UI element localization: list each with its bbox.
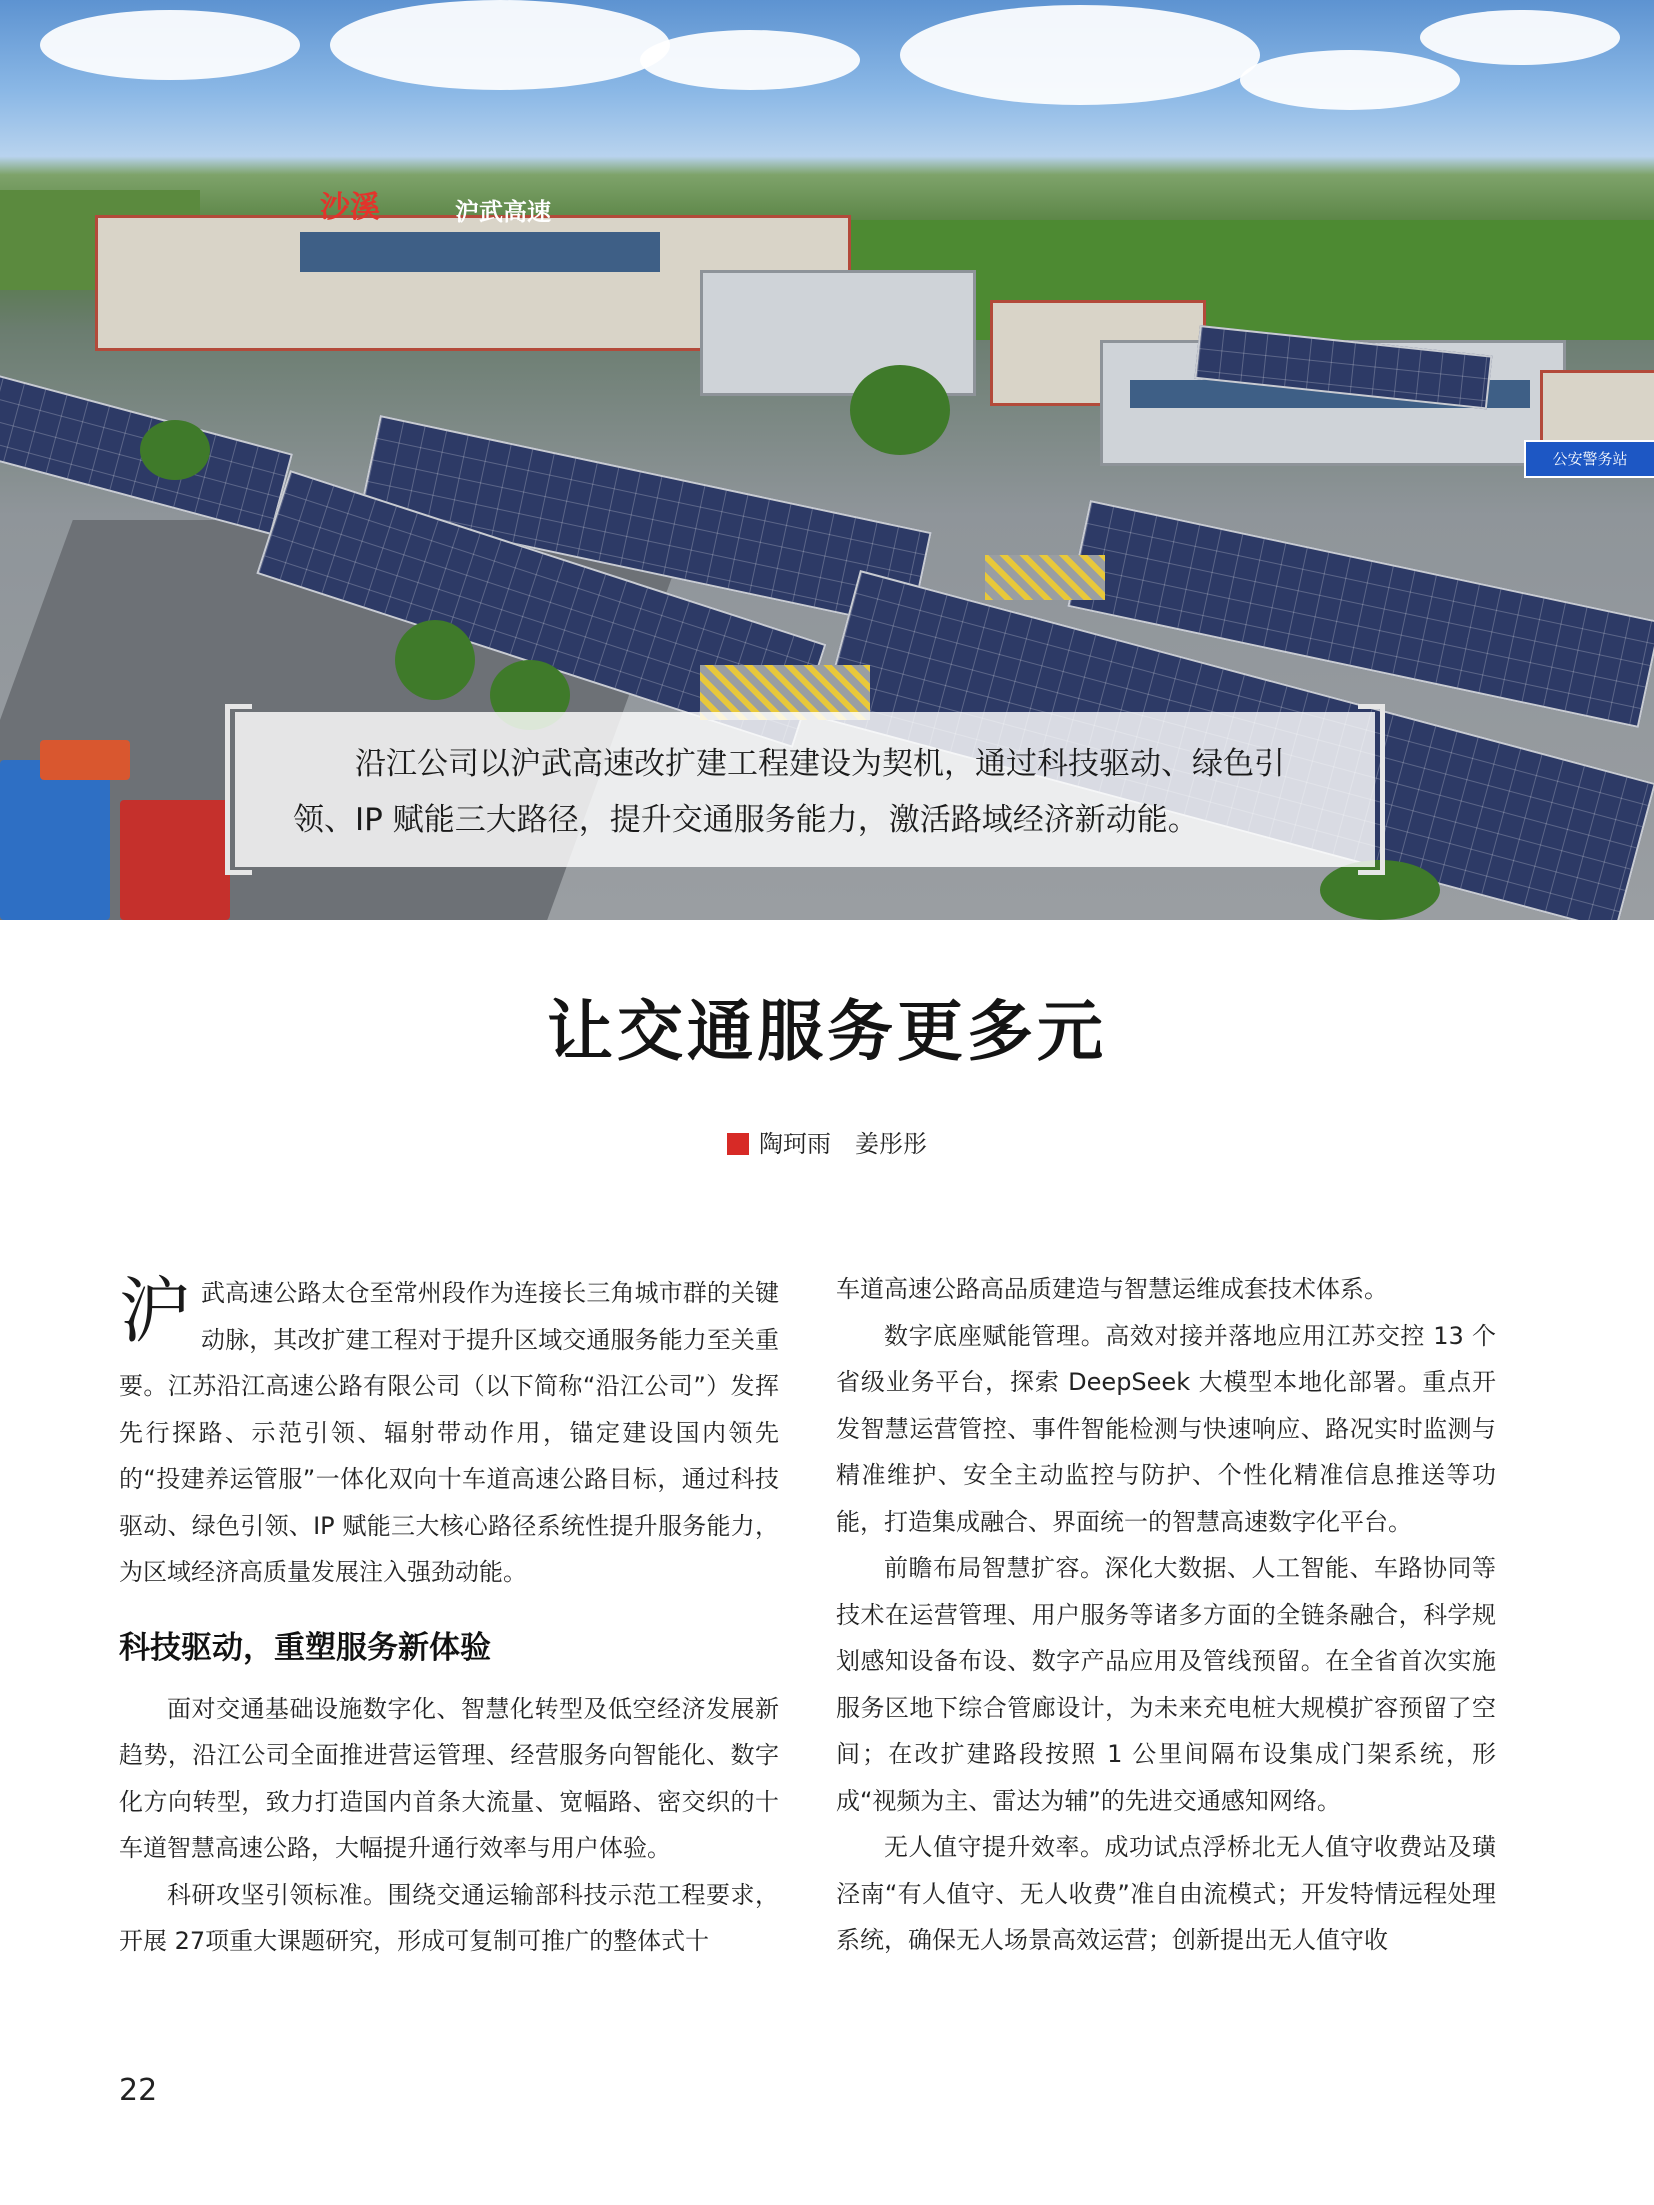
right-column [836, 1266, 1496, 1964]
left-column [119, 1270, 779, 1965]
intro-text: 武高速公路太仓至常州段作为连接长三角城市群的关键动脉，其改扩建工程对于提升区域交通服务能力至关重要。江苏沿江高速公路有限公司（以下简称“沿江公司”）发挥先行探路、示范引领、辐射带动作用，锚定建设国内领先的“投建养运管服”一体化双向十车道高速公路目标，通过科技驱动、绿色引领、IP 赋能三大核心路径系统性提升服务能力，为区域经济高质量发展注入强劲动能。 [119, 1279, 779, 1586]
byline-red-square [727, 1133, 749, 1155]
article-title: 让交通服务更多元 [547, 992, 1107, 1070]
right-paragraph-1: 数字底座赋能管理。高效对接并落地应用江苏交控 13 个省级业务平台，探索 DeepSeek 大模型本地化部署。重点开发智慧运营管控、事件智能检测与快速响应、路况实时监测与精准维护、安全主动监控与防护、个性化精准信息推送等功能，打造集成融合、界面统一的智慧高速数字化平台。 [836, 1321, 1496, 1536]
caption-bracket-right [1358, 704, 1385, 875]
dropcap: 沪 [119, 1269, 192, 1353]
left-paragraph-1: 面对交通基础设施数字化、智慧化转型及低空经济发展新趋势，沿江公司全面推进营运管理、经营服务向智能化、数字化方向转型，致力打造国内首条大流量、宽幅路、密交织的十车道智慧高速公路，大幅提升通行效率与用户体验。 [119, 1694, 779, 1862]
page-number: 22 [119, 2073, 158, 2108]
right-paragraph-2: 前瞻布局智慧扩容。深化大数据、人工智能、车路协同等技术在运营管理、用户服务等诸多方面的全链条融合，科学规划感知设备布设、数字产品应用及管线预留。在全省首次实施服务区地下综合管廊设计，为未来充电桩大规模扩容预留了空间；在改扩建路段按照 1 公里间隔布设集成门架系统，形成“视频为主、雷达为辅”的先进交通感知网络。 [836, 1554, 1496, 1815]
byline-authors: 陶珂雨 姜彤彤 [759, 1130, 927, 1158]
police-station-sign: 公安警务站 [1524, 440, 1654, 478]
left-paragraph-2: 科研攻坚引领标准。围绕交通运输部科技示范工程要求，开展 27项重大课题研究，形成可复制可推广的整体式十 [119, 1880, 779, 1955]
roof-sign-mid: 沪武高速 [455, 197, 551, 226]
byline [0, 1124, 1654, 1159]
intro-paragraph [119, 1270, 779, 1596]
right-paragraph-0: 车道高速公路高品质建造与智慧运维成套技术体系。 [836, 1275, 1388, 1303]
roof-sign-left: 沙溪 [320, 190, 380, 225]
section-heading: 科技驱动，重塑服务新体验 [119, 1629, 491, 1666]
right-paragraph-3: 无人值守提升效率。成功试点浮桥北无人值守收费站及璜泾南“有人值守、无人收费”准自由流模式；开发特情远程处理系统，确保无人场景高效运营；创新提出无人值守收 [836, 1833, 1496, 1954]
photo-caption-box [235, 712, 1375, 867]
caption-bracket-left [225, 704, 252, 875]
photo-caption: 沿江公司以沪武高速改扩建工程建设为契机，通过科技驱动、绿色引领、IP 赋能三大路径，提升交通服务能力，激活路域经济新动能。 [293, 746, 1285, 838]
